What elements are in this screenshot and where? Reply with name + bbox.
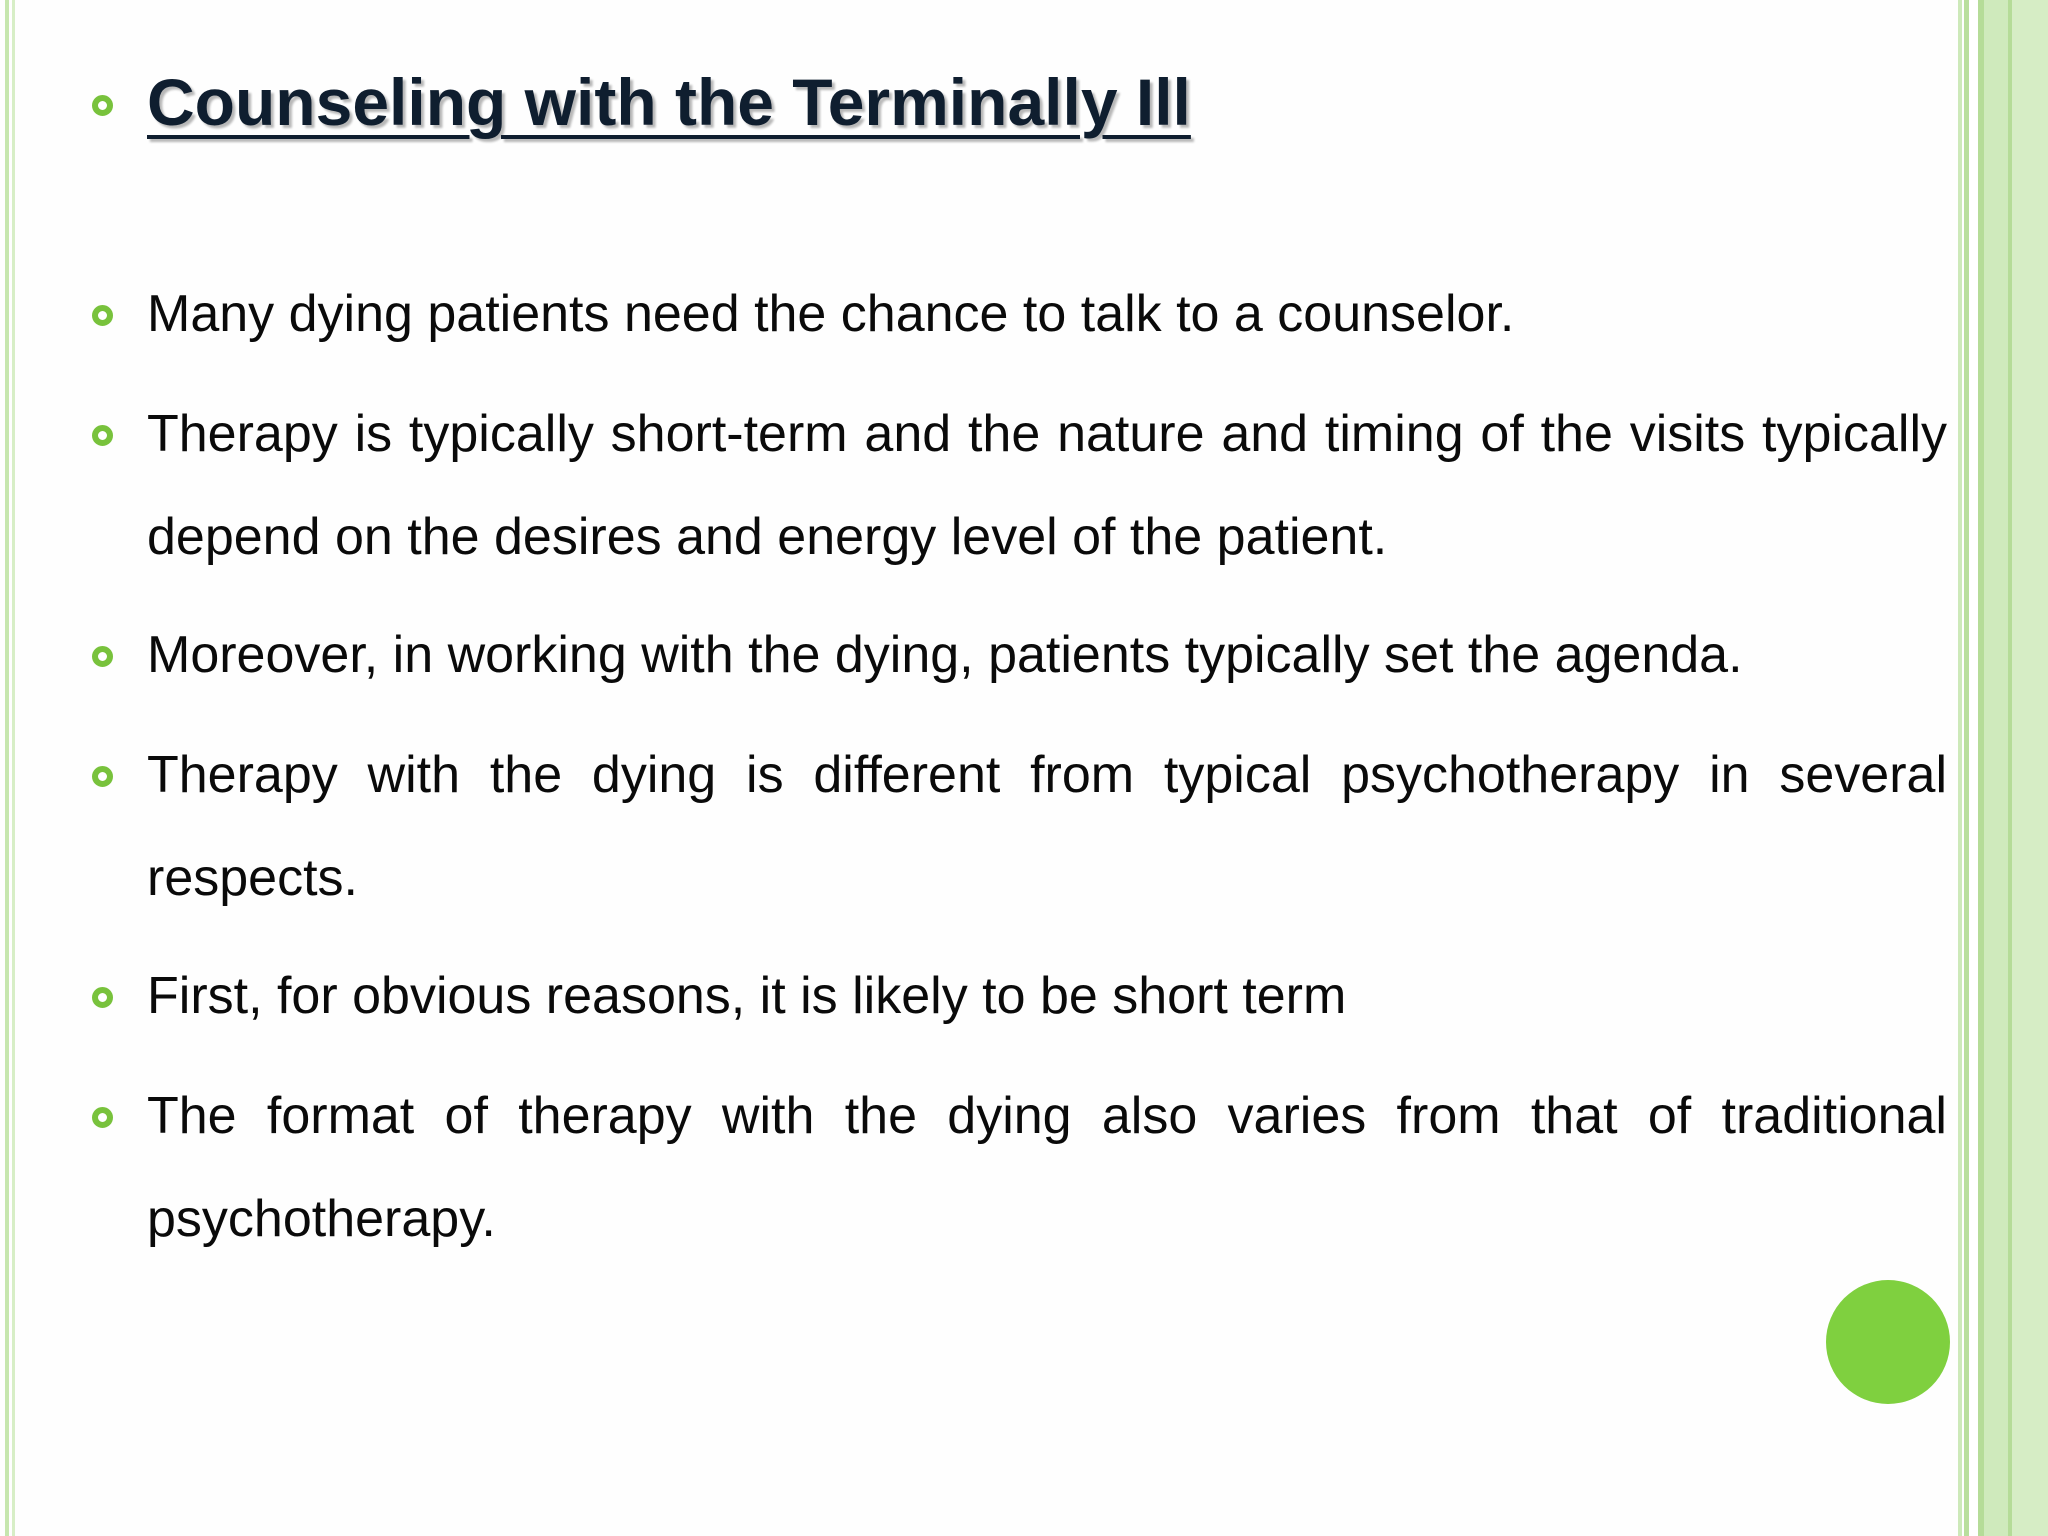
bullet-text-6: The format of therapy with the dying also varies from that of traditional psychotherapy. bbox=[147, 1087, 1947, 1248]
bullet-icon bbox=[92, 766, 113, 787]
bullet-icon bbox=[92, 1107, 113, 1128]
left-border-line bbox=[12, 0, 15, 1536]
bullet-text-1: Many dying patients need the chance to talk to a counselor. bbox=[147, 285, 1515, 343]
right-stripe bbox=[2012, 0, 2048, 1536]
right-stripe bbox=[1984, 0, 2008, 1536]
bullet-icon bbox=[92, 305, 113, 326]
left-border-line bbox=[5, 0, 9, 1536]
slide-title: Counseling with the Terminally Ill bbox=[147, 65, 1191, 139]
right-stripe-decoration bbox=[1958, 0, 2048, 1536]
bullet-text-4: Therapy with the dying is different from typical psychotherapy in several respects. bbox=[147, 746, 1947, 907]
green-circle-decoration bbox=[1826, 1280, 1950, 1404]
bullet-icon bbox=[92, 425, 113, 446]
bullet-text-3: Moreover, in working with the dying, patients typically set the agenda. bbox=[147, 626, 1743, 684]
bullet-text-5: First, for obvious reasons, it is likely to be short term bbox=[147, 967, 1347, 1025]
title-bullet-icon bbox=[92, 95, 113, 116]
right-stripe bbox=[1958, 0, 1962, 1536]
bullet-text-2: Therapy is typically short-term and the nature and timing of the visits typically depend on the desires and energy level of the patient. bbox=[147, 405, 1947, 566]
left-border-decoration bbox=[0, 0, 22, 1536]
bullet-icon bbox=[92, 987, 113, 1008]
bullet-icon bbox=[92, 646, 113, 667]
right-stripe bbox=[1964, 0, 1969, 1536]
